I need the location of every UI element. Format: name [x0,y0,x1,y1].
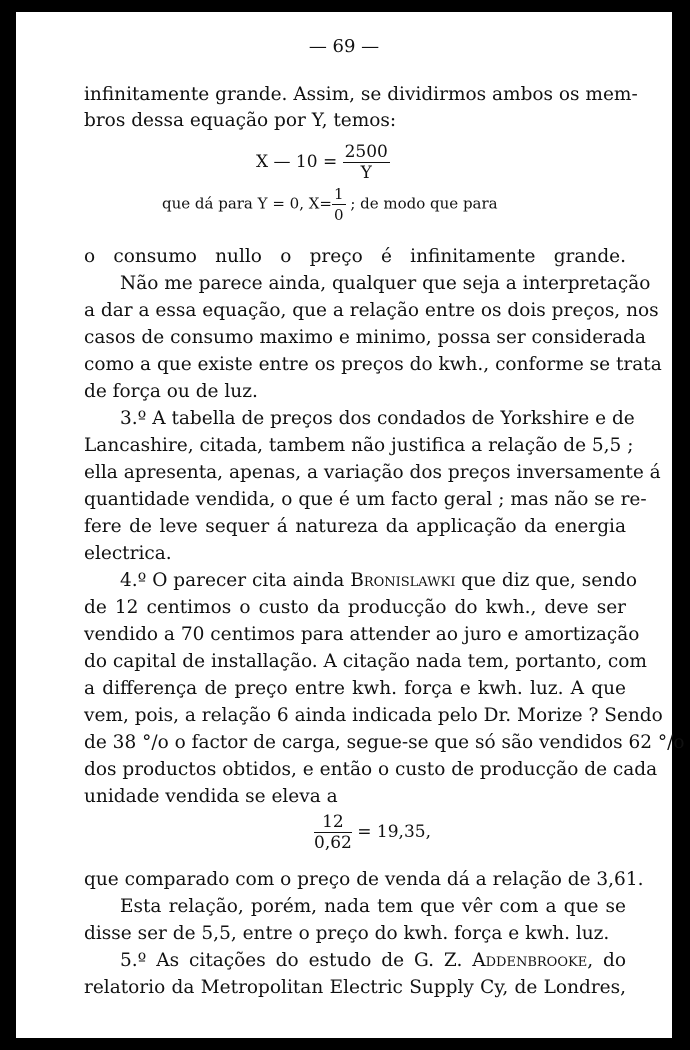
fraction-denominator: Y [360,163,372,183]
equation-text-before: que dá para Y = 0, X= [162,194,332,213]
text-line: 3.º A tabella de preços dos condados de Yorkshire e de [120,408,635,429]
text-line: fere de leve sequer á natureza da applicação da energia [84,516,626,537]
equation-fraction [314,812,352,853]
author-name: Addenbrooke [472,950,588,971]
text-span: , do [587,950,626,971]
text-line: como a que existe entre os preços do kwh., conforme se trata [84,354,662,375]
equation-x-minus-10 [256,142,390,183]
text-line: a differença de preço entre kwh. força e kwh. luz. A que [84,678,626,699]
text-span: 5.º As citações do estudo de G. Z. [120,950,473,971]
text-line: a dar a essa equação, que a relação entre os dois preços, nos [84,300,659,321]
text-line: ella apresenta, apenas, a variação dos preços inversamente á [84,462,661,483]
text-line: vendido a 70 centimos para attender ao juro e amortização [84,624,640,645]
text-line: de força ou de luz. [84,381,258,402]
text-line [120,950,626,972]
text-line: de 12 centimos o custo da producção do kwh., deve ser [84,597,626,618]
text-line: casos de consumo maximo e minimo, possa ser considerada [84,327,646,348]
text-line: dos productos obtidos, e então o custo de producção de cada [84,759,658,780]
text-line: quantidade vendida, o que é um facto geral ; mas não se re- [84,489,647,510]
fraction-numerator: 12 [314,812,352,833]
text-line: Lancashire, citada, tambem não justifica a relação de 5,5 ; [84,435,634,456]
text-line: electrica. [84,543,172,564]
text-line: o consumo nullo o preço é infinitamente grande. [84,246,626,267]
equation-rhs: = 19,35, [357,822,431,842]
text-line: infinitamente grande. Assim, se dividirmos ambos os mem- [84,84,638,105]
fraction-numerator: 2500 [344,142,388,162]
text-line: de 38 °/o o factor de carga, segue-se que só são vendidos 62 °/o [84,732,685,753]
equation-text-after: ; de modo que para [350,194,498,213]
equation-cost-ratio [314,812,431,853]
page-number: — 69 — [308,36,380,57]
text-line: vem, pois, a relação 6 ainda indicada pelo Dr. Morize ? Sendo [84,705,663,726]
text-line: unidade vendida se eleva a [84,786,338,807]
text-line: disse ser de 5,5, entre o preço do kwh. força e kwh. luz. [84,923,610,944]
text-line [120,570,638,592]
book-page [16,12,685,1038]
text-line: Esta relação, porém, nada tem que vêr com a que se [120,896,626,917]
text-line: bros dessa equação por Y, temos: [84,110,397,131]
fraction-denominator: 0,62 [314,833,352,853]
fraction-numerator: 1 [333,185,344,203]
text-line: do capital de installação. A citação nada tem, portanto, com [84,651,647,672]
author-name: Bronislawki [350,570,456,591]
text-line: relatorio da Metropolitan Electric Supply Cy, de Londres, [84,977,626,998]
text-line: que comparado com o preço de venda dá a relação de 3,61. [84,869,644,890]
equation-fraction [332,184,346,225]
text-span: que diz que, sendo [455,570,638,591]
fraction-denominator: 0 [333,206,344,224]
text-line: Não me parece ainda, qualquer que seja a interpretação [120,273,651,294]
text-span: 4.º O parecer cita ainda [120,570,351,591]
equation-lhs: X — 10 = [256,152,338,172]
equation-y-zero-line [162,184,498,225]
equation-fraction [343,142,390,183]
